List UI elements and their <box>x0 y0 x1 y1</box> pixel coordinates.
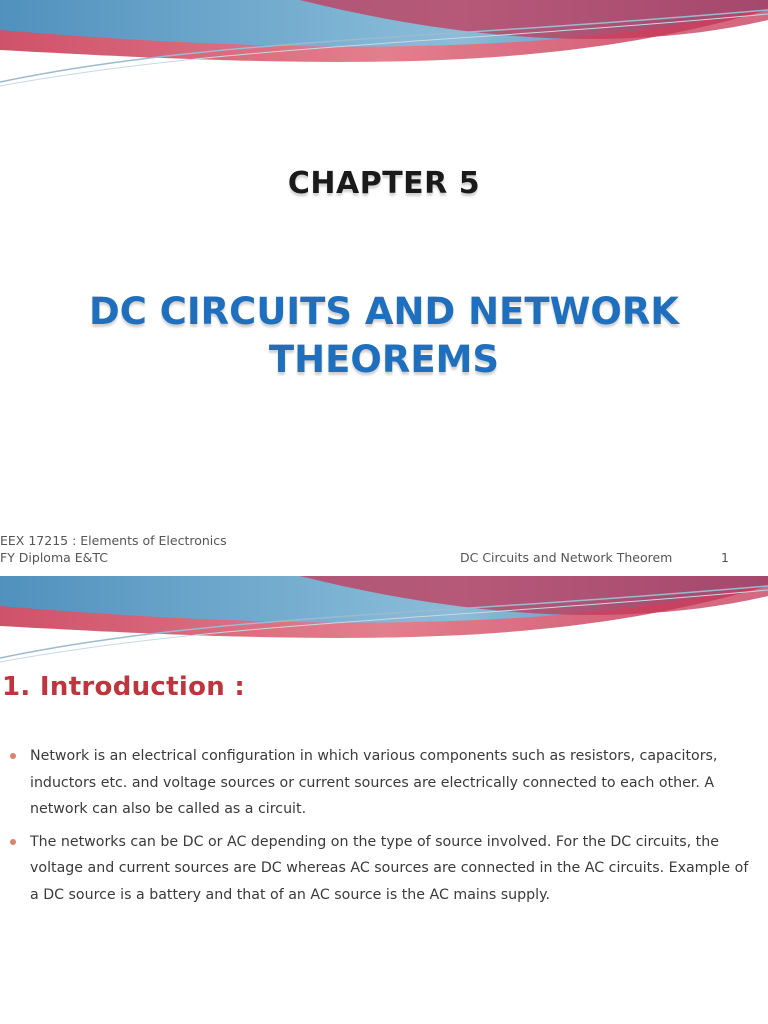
footer-course: EEX 17215 : Elements of Electronics <box>0 533 227 548</box>
footer-page-number: 1 <box>721 550 729 565</box>
footer-program: FY Diploma E&TC <box>0 550 109 565</box>
header-swoosh-decoration <box>0 0 768 100</box>
slide-title-line-1: DC CIRCUITS AND NETWORK <box>89 290 679 333</box>
bullet-dot-icon <box>10 839 16 845</box>
bullet-text: Network is an electrical configuration in which various components such as resistors, capacitors, inductors etc. and voltage sources or current sources are electrically connected to each other. A network can also be called as a circuit. <box>30 748 718 817</box>
slide-2 <box>0 576 768 1024</box>
header-swoosh-decoration <box>0 576 768 676</box>
chapter-label: CHAPTER 5 <box>287 166 481 201</box>
slide-title-line-2: THEOREMS <box>268 338 500 381</box>
bullet-list <box>10 743 758 914</box>
bullet-item <box>10 743 758 823</box>
slide-title <box>40 288 728 384</box>
bullet-text: The networks can be DC or AC depending on the type of source involved. For the DC circuits, the voltage and current sources are DC whereas AC sources are connected in the AC circuits. Example of a DC source is a battery and that of an AC source is the AC mains supply. <box>30 833 749 903</box>
bullet-dot-icon <box>10 753 16 759</box>
footer-course-info <box>0 532 227 566</box>
footer-topic: DC Circuits and Network Theorem <box>460 550 673 565</box>
bullet-item <box>10 829 758 909</box>
section-heading: 1. Introduction : <box>2 672 246 702</box>
